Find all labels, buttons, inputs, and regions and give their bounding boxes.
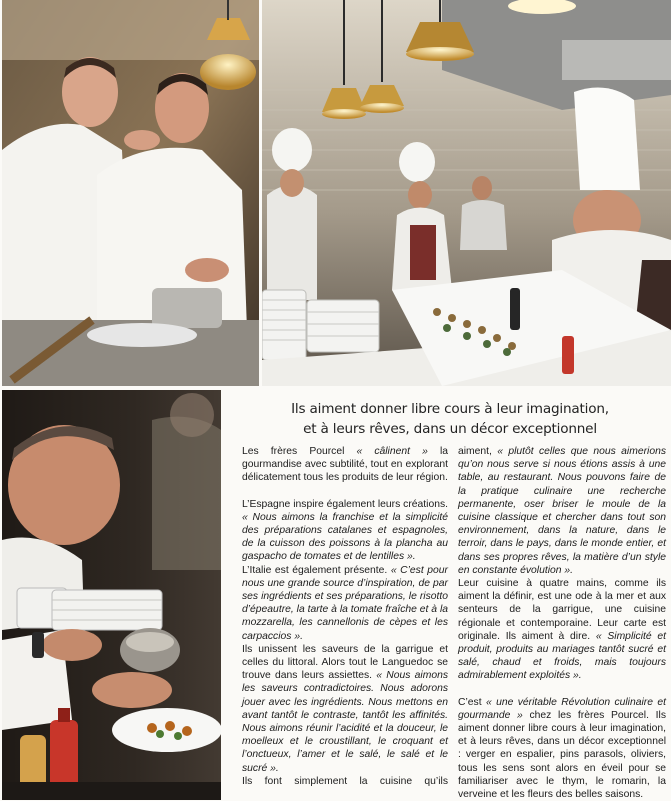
- text-run-italic: « Nous aimons les saveurs contradictoires. Nous adorons jouer avec les ingrédients. Nous mettons en avant tantôt le contraste, tantôt les affinités. Nous aimons réunir l’acidité et la douceur, le moelleux et le croustillant, le croquant et l’onctueux, l’amer et le salé, le salé et le sucré ».: [242, 670, 448, 774]
- paragraph: [242, 498, 448, 564]
- paragraph: [242, 564, 448, 643]
- text-run-italic: « Nous aimons la franchise et la simplicité des préparations catalanes et espagnoles, de la cuisson des poissons à la plancha au gaspacho de tomates et de lentilles ».: [242, 511, 448, 563]
- text-run: aiment,: [458, 446, 498, 457]
- text-column-right: [458, 445, 666, 801]
- headline-line-2: et à leurs rêves, dans un décor exceptionnel: [303, 421, 597, 437]
- paragraph: [458, 445, 666, 577]
- text-run-italic: « câlinent »: [356, 446, 428, 457]
- text-run: chez les frères Pourcel. Ils aiment donner libre cours à leur imagination, et à leurs rêves, dans un décor exceptionnel : verger en espalier, pins parasols, oliviers, tous les sens sont alors en éveil pour se familiariser avec le thym, le romarin, la verveine et les fleurs des belles saisons.: [458, 709, 667, 801]
- paragraph: [242, 445, 448, 485]
- text-run-italic: « Simplicité et produit, produits au mariages tantôt sucré et salé, chaud et froids, mais toujours admirablement exploités ».: [458, 630, 666, 682]
- text-run-italic: « plutôt celles que nous aimerions qu’on nous serve si nous étions assis à une table, au restaurant. Nous pouvons faire de la pratique culinaire une recherche permanente, oser briser le moule de la cuisine classique et chercher dans tout son environnement, dans la nature, dans le terroir, dans le pays, dans le monde entier, et dans ses propres rêves, la matière d’un style en constante évolution ».: [458, 446, 666, 576]
- text-run: la gourmandise avec subtilité, tout en explorant délicatement tous les produits de leur région.: [242, 446, 448, 484]
- text-run-italic: « une véritable Révolution culinaire et gourmande »: [458, 696, 666, 721]
- text-run: Leur cuisine à quatre mains, comme ils aiment la définir, est une ode à la mer et aux senteurs de la garrigue, une cuisine régionale et contemporaine. Leur carte est originale. Ils aiment à dire.: [458, 578, 666, 642]
- headline-line-1: Ils aiment donner libre cours à leur imagination,: [291, 401, 609, 417]
- paragraph: [458, 696, 666, 801]
- text-run-italic: « C’est pour nous une grande source d’inspiration, de par ses ingrédients et ses préparations, le risotto d’épeautre, la tarte à la tomate fraîche et à la mozzarella, les cannellonis de cèpes et les carpaccios ».: [242, 564, 448, 642]
- photo-chefs-portrait: [2, 0, 259, 386]
- text-run: L’Italie est également présente.: [242, 564, 391, 576]
- text-run: Ils unissent les saveurs de la garrigue et celles du littoral. Alors tout le Languedoc se trouve dans leurs assiettes.: [242, 643, 448, 682]
- paragraph: Ils font simplement la cuisine qu’ils: [242, 775, 448, 787]
- text-run: L’Espagne inspire également leurs créations.: [242, 498, 448, 510]
- paragraph: [242, 643, 448, 775]
- photo-chef-plating: [2, 390, 221, 800]
- article-headline: [232, 399, 668, 439]
- text-run: C’est: [458, 696, 486, 708]
- paragraph: [458, 577, 666, 683]
- text-run: Les frères Pourcel: [242, 446, 357, 457]
- photo-kitchen-brigade: [262, 0, 671, 386]
- text-column-left: [242, 445, 448, 788]
